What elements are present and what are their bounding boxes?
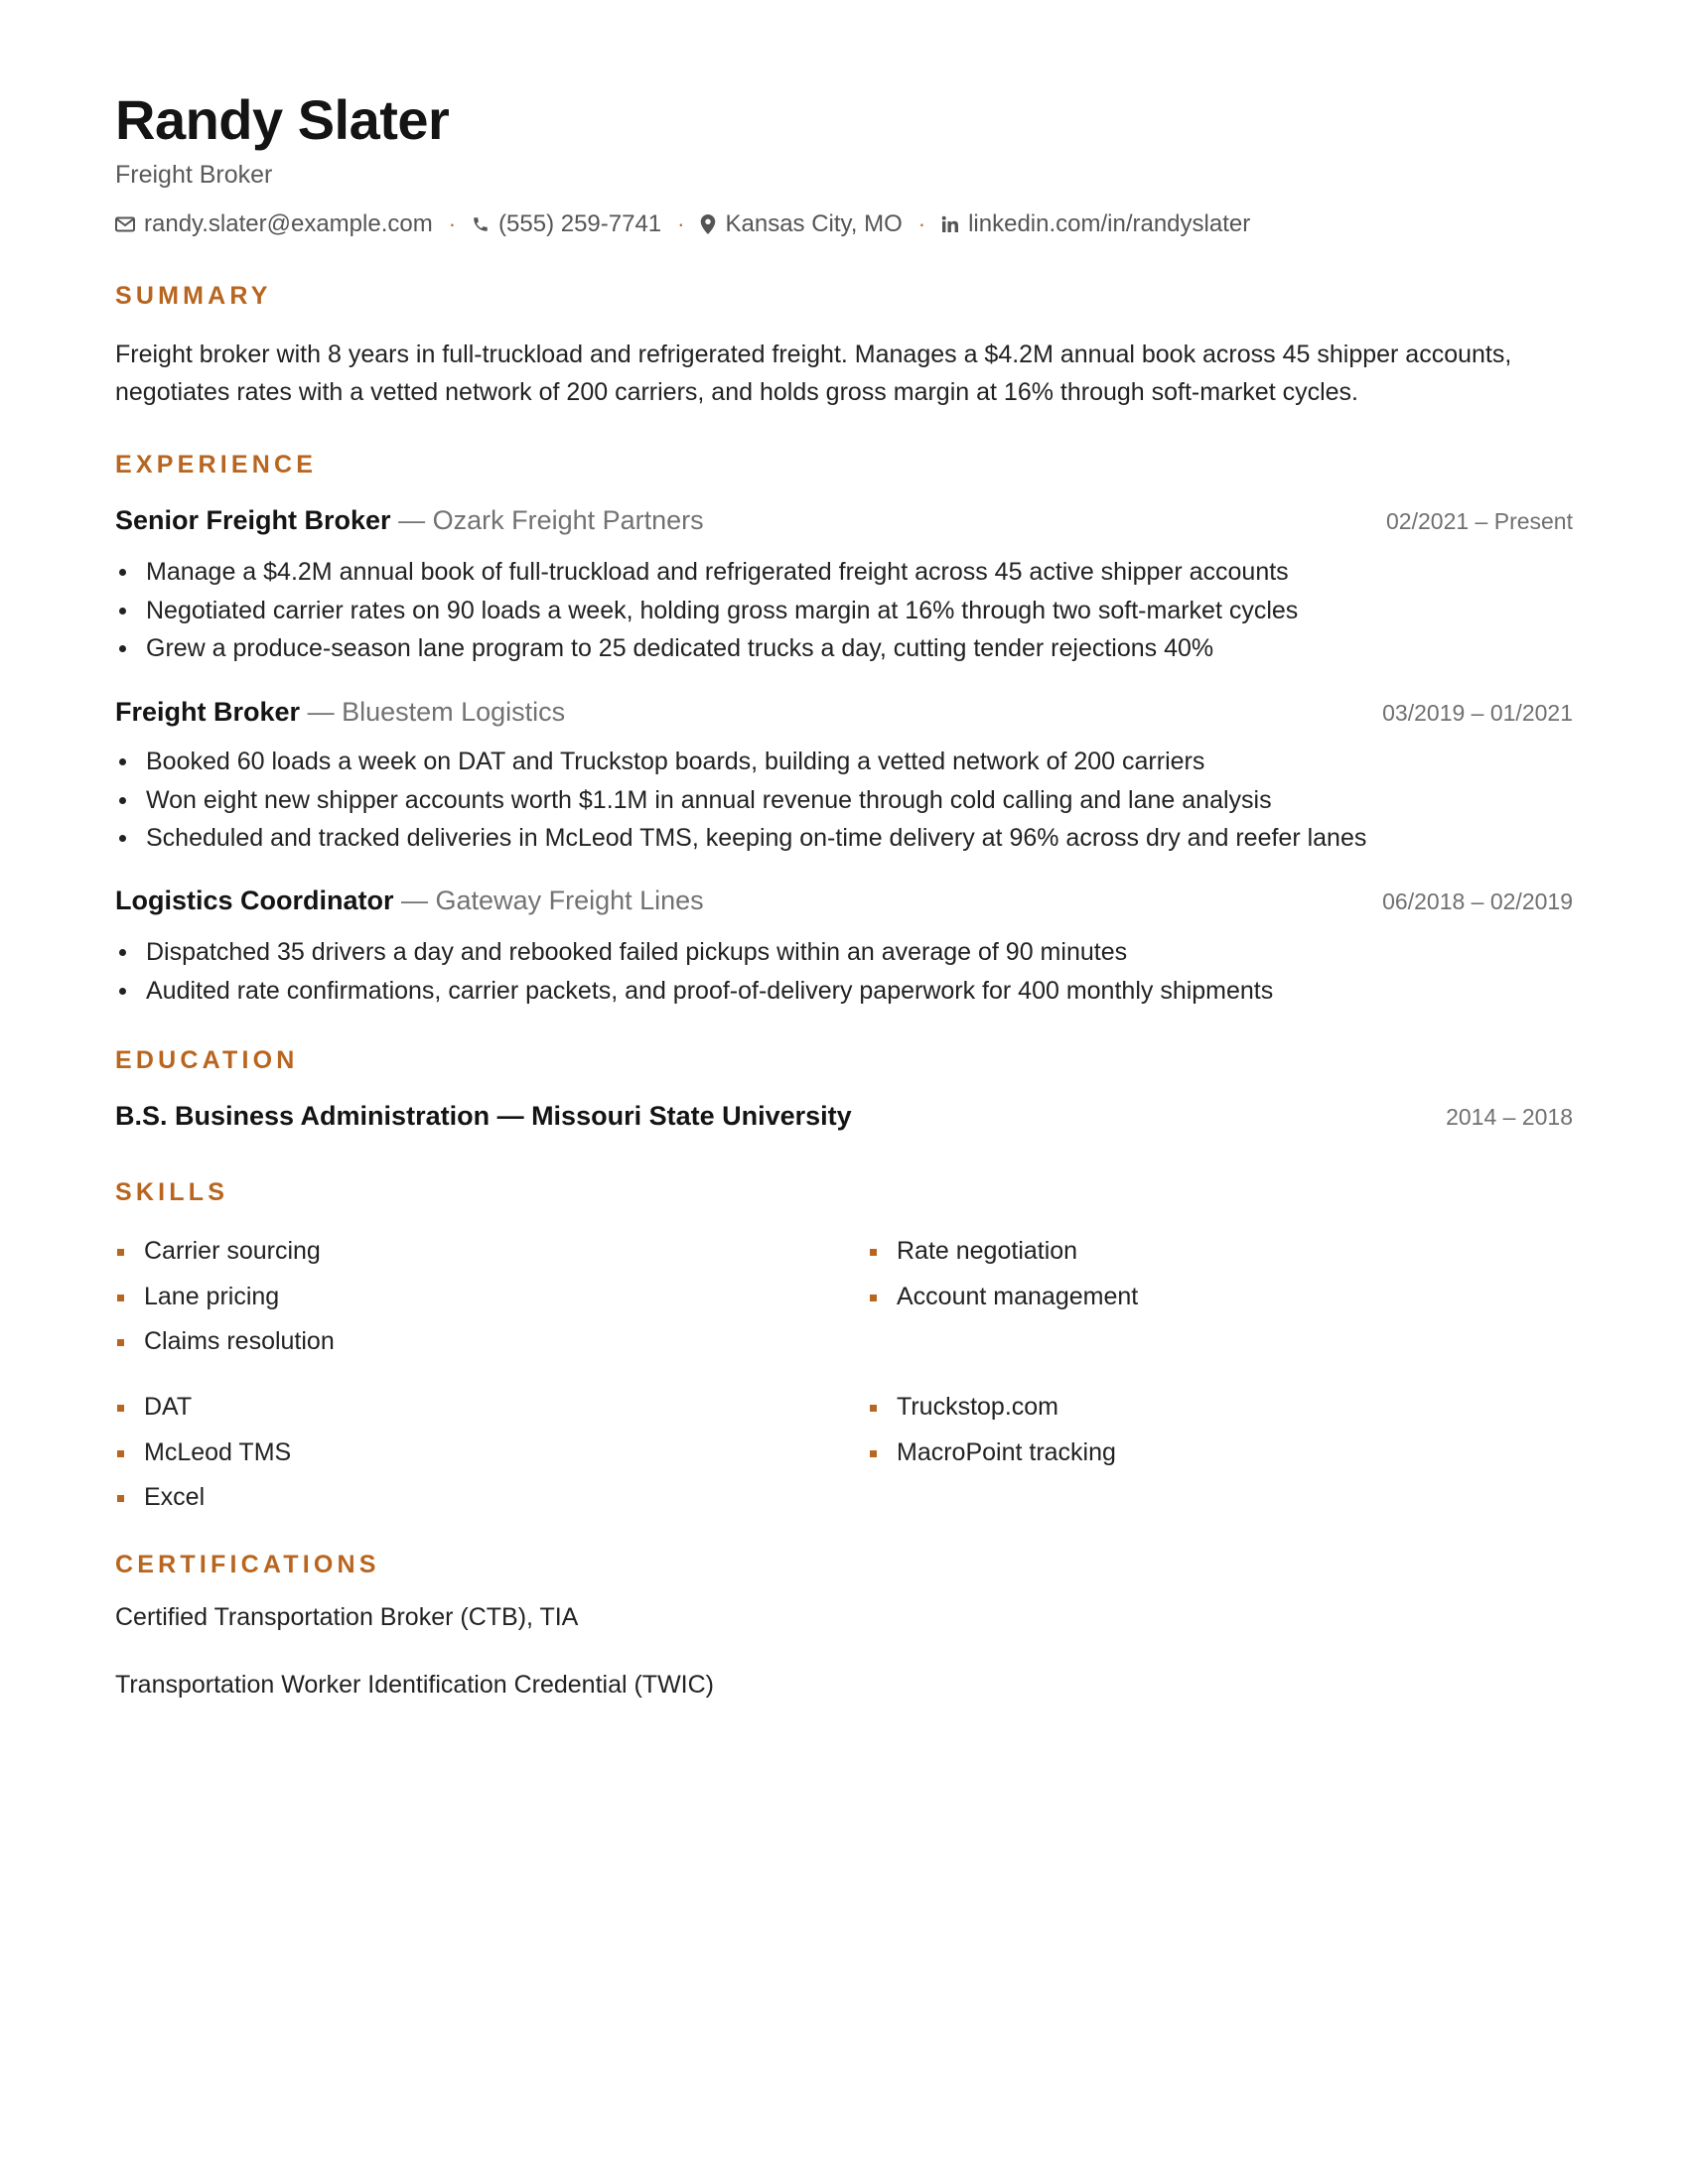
contact-location — [700, 208, 902, 240]
skills-group — [115, 1229, 1573, 1365]
contact-linkedin[interactable] — [941, 208, 1250, 240]
map-pin-icon — [700, 214, 716, 234]
contact-email[interactable] — [115, 208, 433, 240]
bullet-item: Dispatched 35 drivers a day and rebooked failed pickups within an average of 90 minutes — [115, 933, 1573, 972]
mail-icon — [115, 216, 135, 232]
skill-item: Carrier sourcing — [115, 1229, 868, 1275]
education-entry — [115, 1099, 1573, 1134]
job-header — [115, 503, 1573, 538]
location-text: Kansas City, MO — [725, 210, 903, 237]
certifications-heading: CERTIFICATIONS — [115, 1551, 380, 1578]
candidate-name: Randy Slater — [115, 88, 450, 151]
skill-item: Truckstop.com — [868, 1385, 1573, 1431]
education-degree: B.S. Business Administration — Missouri State University — [115, 1101, 852, 1131]
phone-text[interactable]: (555) 259-7741 — [498, 210, 662, 237]
bullet-item: Scheduled and tracked deliveries in McLeod TMS, keeping on-time delivery at 96% across dry and reefer lanes — [115, 819, 1573, 858]
job-bullets — [115, 933, 1573, 1010]
bullet-item: Audited rate confirmations, carrier packets, and proof-of-delivery paperwork for 400 monthly shipments — [115, 972, 1573, 1011]
bullet-item: Won eight new shipper accounts worth $1.1M in annual revenue through cold calling and lane analysis — [115, 781, 1573, 820]
job-company: — Ozark Freight Partners — [398, 505, 704, 535]
job-dates: 06/2018 – 02/2019 — [1382, 888, 1573, 914]
job-header — [115, 884, 1573, 918]
skills-heading: SKILLS — [115, 1178, 229, 1206]
summary-text: Freight broker with 8 years in full-truckload and refrigerated freight. Manages a $4.2M annual book across 45 shipper accounts, negotiates rates with a vetted network of 200 carriers, and holds gross margin at 16% through soft-market cycles. — [115, 341, 1512, 406]
job-title: Senior Freight Broker — [115, 505, 391, 535]
contact-bar — [115, 208, 1250, 240]
separator-dot: · — [917, 211, 926, 236]
phone-icon — [472, 215, 490, 233]
job-company: — Gateway Freight Lines — [401, 886, 704, 915]
skill-item: Account management — [868, 1275, 1573, 1320]
skill-item: McLeod TMS — [115, 1431, 868, 1476]
education-heading: EDUCATION — [115, 1046, 299, 1074]
skills-group — [115, 1385, 1573, 1521]
job-dates: 03/2019 – 01/2021 — [1382, 700, 1573, 726]
linkedin-text[interactable]: linkedin.com/in/randyslater — [968, 210, 1251, 237]
job-title: Logistics Coordinator — [115, 886, 394, 915]
skill-item: Excel — [115, 1475, 868, 1521]
contact-phone[interactable] — [472, 208, 661, 240]
bullet-item: Booked 60 loads a week on DAT and Truckstop boards, building a vetted network of 200 carriers — [115, 743, 1573, 781]
skill-item: Rate negotiation — [868, 1229, 1573, 1275]
job-title: Freight Broker — [115, 697, 301, 727]
certification-item: Certified Transportation Broker (CTB), TIA — [115, 1603, 579, 1631]
job-header — [115, 695, 1573, 730]
candidate-role: Freight Broker — [115, 161, 273, 189]
email-text[interactable]: randy.slater@example.com — [144, 210, 433, 237]
summary-heading: SUMMARY — [115, 282, 272, 310]
experience-heading: EXPERIENCE — [115, 451, 318, 478]
education-dates: 2014 – 2018 — [1446, 1104, 1573, 1130]
skill-item: Claims resolution — [115, 1319, 868, 1365]
bullet-item: Negotiated carrier rates on 90 loads a week, holding gross margin at 16% through two soft-market cycles — [115, 592, 1573, 630]
job-company: — Bluestem Logistics — [307, 697, 566, 727]
skill-item: Lane pricing — [115, 1275, 868, 1320]
skill-item: MacroPoint tracking — [868, 1431, 1573, 1476]
separator-dot: · — [448, 211, 457, 236]
certification-item: Transportation Worker Identification Credential (TWIC) — [115, 1671, 714, 1699]
job-bullets — [115, 553, 1573, 668]
job-dates: 02/2021 – Present — [1386, 508, 1573, 534]
separator-dot: · — [677, 211, 685, 236]
skill-item: DAT — [115, 1385, 868, 1431]
linkedin-icon — [941, 215, 959, 233]
job-bullets — [115, 743, 1573, 858]
bullet-item: Grew a produce-season lane program to 25 dedicated trucks a day, cutting tender rejections 40% — [115, 629, 1573, 668]
bullet-item: Manage a $4.2M annual book of full-truckload and refrigerated freight across 45 active shipper accounts — [115, 553, 1573, 592]
